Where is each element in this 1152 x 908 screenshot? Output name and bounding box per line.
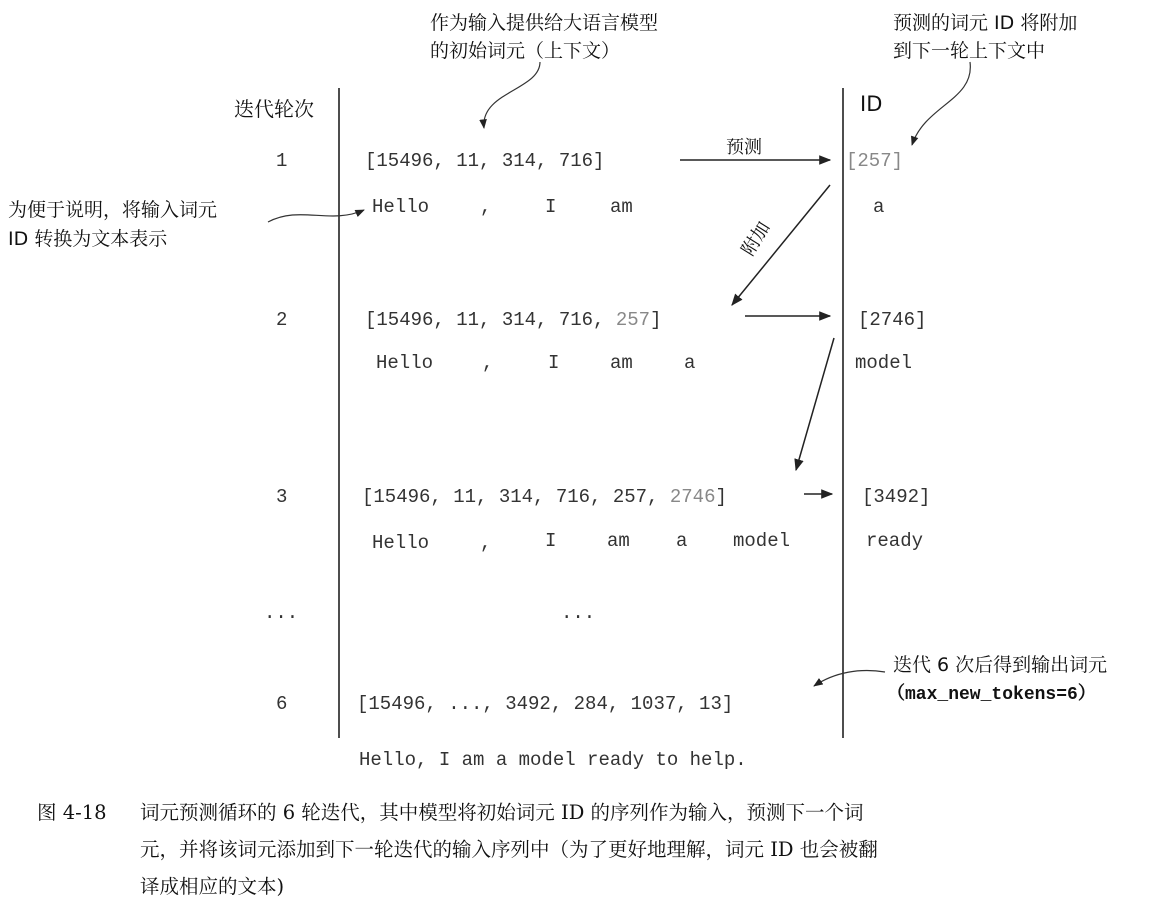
annotation-text-representation-line2: ID 转换为文本表示 [8, 228, 168, 250]
predicted-token-row-1: a [873, 196, 885, 218]
input-ids-text: [15496, 11, 314, 716, [365, 309, 616, 331]
predict-label: 预测 [726, 137, 762, 158]
token-row3-a: a [676, 530, 688, 552]
predicted-id-row-2: [2746] [858, 309, 927, 331]
iteration-ellipsis: ... [264, 602, 299, 624]
predicted-id-row-1: [257] [846, 150, 904, 172]
annotation-text-representation-line1: 为便于说明，将输入词元 [8, 199, 218, 221]
input-ids-text: [15496, 11, 314, 716, 257, [362, 486, 670, 508]
figure-caption-line2: 元，并将该词元添加到下一轮迭代的输入序列中（为了更好地理解，词元 ID 也会被翻 [140, 838, 878, 861]
annotation-append-id-line1: 预测的词元 ID 将附加 [893, 12, 1078, 34]
token-row3-am: am [607, 530, 630, 552]
callout-arrow-append-id [912, 62, 970, 145]
token-row2-am: am [610, 352, 633, 374]
input-ids-close: ] [650, 309, 662, 331]
token-row2-i: I [548, 352, 560, 374]
token-row3-model: model [733, 530, 791, 552]
iteration-number-3: 3 [276, 486, 288, 508]
header-id: ID [860, 92, 883, 116]
iteration-number-6: 6 [276, 693, 288, 715]
figure-caption-label: 图 4-18 [37, 801, 107, 824]
iteration-number-2: 2 [276, 309, 288, 331]
annotation-initial-tokens-line1: 作为输入提供给大语言模型 [430, 12, 659, 34]
annotation-output-after-6-line1: 迭代 6 次后得到输出词元 [893, 654, 1108, 676]
append-arrow-1 [732, 185, 830, 305]
callout-arrow-output [814, 671, 885, 686]
token-row1-comma: , [480, 196, 492, 218]
token-row1-hello: Hello [372, 196, 430, 218]
token-row3-hello: Hello [372, 532, 430, 554]
callout-arrow-initial-tokens [484, 62, 540, 128]
token-row2-hello: Hello [376, 352, 434, 374]
token-row1-am: am [610, 196, 633, 218]
tokens-ellipsis: ... [561, 602, 596, 624]
figure-caption-line1: 词元预测循环的 6 轮迭代，其中模型将初始词元 ID 的序列作为输入，预测下一个词 [140, 801, 864, 824]
predicted-token-row-3: ready [866, 530, 924, 552]
annotation-append-id-line2: 到下一轮上下文中 [893, 40, 1046, 62]
token-row1-i: I [545, 196, 557, 218]
annotation-initial-tokens-line2: 的初始词元（上下文） [430, 40, 621, 62]
append-arrow-2 [796, 338, 834, 470]
final-output-text: Hello, I am a model ready to help. [359, 749, 747, 771]
header-iteration: 迭代轮次 [234, 97, 314, 121]
figure-caption-line3: 译成相应的文本) [140, 875, 285, 898]
predicted-id-row-3: [3492] [862, 486, 931, 508]
iteration-number-1: 1 [276, 150, 288, 172]
input-ids-text: [15496, 11, 314, 716] [365, 150, 605, 172]
token-row3-comma: , [480, 532, 492, 554]
predicted-token-row-2: model [855, 352, 913, 374]
token-row2-comma: , [482, 352, 494, 374]
appended-id: 2746 [669, 486, 716, 508]
token-row3-i: I [545, 530, 557, 552]
input-ids-text: [15496, ..., 3492, 284, 1037, 13] [357, 693, 734, 715]
callout-arrow-text-representation [268, 210, 364, 222]
input-ids-close: ] [715, 486, 727, 508]
appended-id: 257 [615, 309, 651, 331]
token-row2-a: a [684, 352, 696, 374]
append-label: 附加 [737, 217, 775, 260]
annotation-output-after-6-line2: （max_new_tokens=6） [887, 685, 1096, 705]
